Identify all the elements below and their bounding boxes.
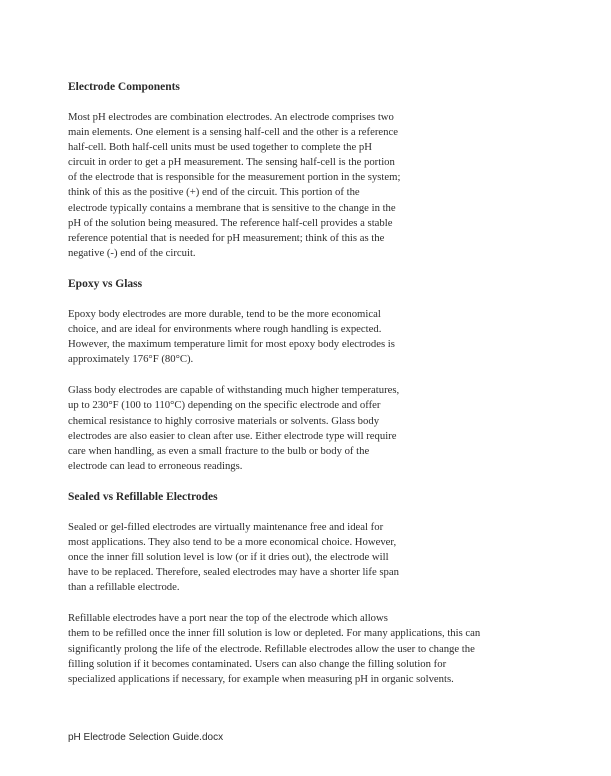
page-footer: pH Electrode Selection Guide.docx [68, 732, 224, 743]
section-heading: Epoxy vs Glass [68, 277, 143, 290]
paragraph: Most pH electrodes are combination electrodes. An electrode comprises two main elements. One element is a sensing half-cell and the other is a reference half-cell. Both half-cell units must be used together to complete the pH circuit in order to get a pH measurement. The sensing half-cell is the portion of the electrode that is responsible for the measurement portion in the system; think of this as the positive (+) end of the circuit. This portion of the electrode typically contains a membrane that is sensitive to the change in the pH of the solution being measured. The reference half-cell provides a stable reference potential that is needed for pH measurement; think of this as the negative (-) end of the circuit. [68, 111, 401, 259]
paragraph: Epoxy body electrodes are more durable, tend to be the more economical choice, and are ideal for environments where rough handling is expected. However, the maximum temperature limit for most epoxy body electrodes is approximately 176°F (80°C). [68, 307, 395, 366]
section-heading: Electrode Components [68, 81, 180, 93]
section-electrode-components [68, 80, 564, 261]
section-heading: Sealed vs Refillable Electrodes [68, 490, 218, 503]
paragraph: Glass body electrodes are capable of withstanding much higher temperatures, up to 230°F (100 to 110°C) depending on the specific electrode and offer chemical resistance to highly corrosive materials or solvents. Glass body electrodes are also easier to clean after use. Either electrode type will require care when handling, as even a small fracture to the bulb or body of the electrode can lead to erroneous readings. [68, 384, 400, 472]
document-body [68, 80, 564, 703]
section-sealed-vs-refillable [68, 490, 564, 687]
paragraph: Refillable electrodes have a port near the top of the electrode which allows them to be refilled once the inner fill solution is low or depleted. For many applications, this can significantly prolong the life of the electrode. Refillable electrodes allow the user to change the filling solution if it becomes contaminated. Users can also change the filling solution for specialized applications if necessary, for example when measuring pH in organic solvents. [68, 612, 481, 685]
section-epoxy-vs-glass [68, 277, 564, 474]
paragraph: Sealed or gel-filled electrodes are virtually maintenance free and ideal for most applications. They also tend to be a more economical choice. However, once the inner fill solution level is low (or if it dries out), the electrode will have to be replaced. Therefore, sealed electrodes may have a shorter life span than a refillable electrode. [68, 520, 399, 594]
